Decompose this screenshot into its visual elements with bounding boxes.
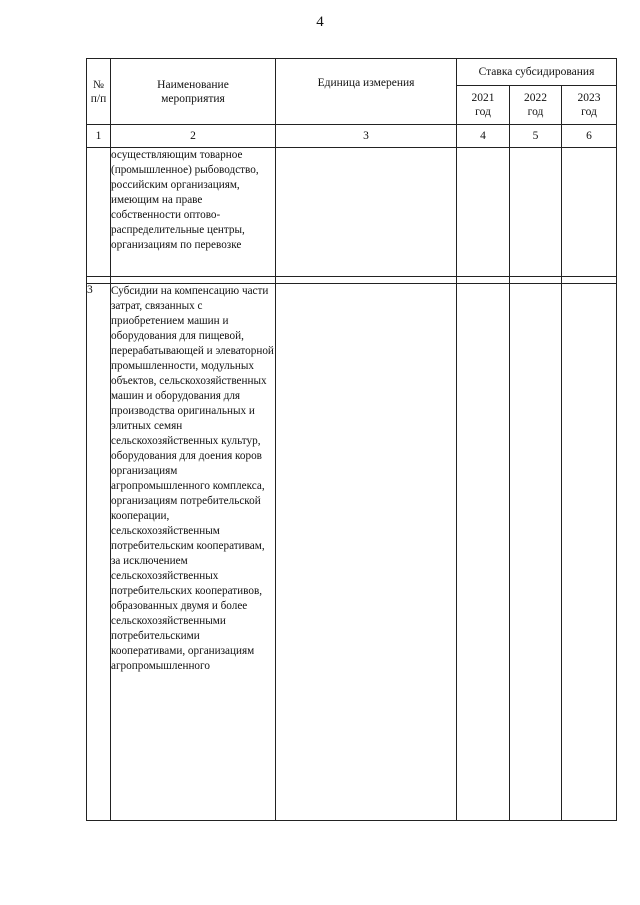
header-rate: Ставка субсидирования <box>457 59 617 86</box>
column-number: 6 <box>562 125 617 148</box>
table-row <box>87 284 617 821</box>
table-row <box>87 148 617 277</box>
header-row-1 <box>87 59 617 86</box>
row-unit <box>276 148 457 277</box>
header-no: № п/п <box>87 59 111 125</box>
row-rate-2021 <box>457 284 510 821</box>
row-number: 3 <box>87 284 111 821</box>
row-name: осуществляющим товарное (промышленное) рыбоводство, российским организациям, имеющим на праве собственности оптово-распределительные центры, организациям по перевозке <box>111 148 276 277</box>
header-year-2021: 2021 год <box>457 86 510 125</box>
row-rate-2023 <box>562 284 617 821</box>
header-year-2023: 2023 год <box>562 86 617 125</box>
column-number: 5 <box>510 125 562 148</box>
row-number <box>87 148 111 277</box>
row-rate-2023 <box>562 148 617 277</box>
column-number: 4 <box>457 125 510 148</box>
row-name: Субсидии на компенсацию части затрат, связанных с приобретением машин и оборудования для пищевой, перерабатывающей и элеваторной промышленности, модульных объектов, сельскохозяйственных машин и оборудования для производства оригинальных и элитных семян сельскохозяйственных культур, оборудования для доения коров организациям агропромышленного комплекса, организациям потребительской кооперации, сельскохозяйственным потребительским кооперативам, за исключением сельскохозяйственных потребительских кооперативов, образованных двумя и более сельскохозяйственными потребительскими кооперативами, организациям агропромышленного <box>111 284 276 821</box>
page-number: 4 <box>316 14 324 30</box>
column-number: 3 <box>276 125 457 148</box>
header-unit: Единица измерения <box>276 59 457 125</box>
row-rate-2022 <box>510 148 562 277</box>
row-unit <box>276 284 457 821</box>
row-separator <box>87 277 617 284</box>
column-number-row <box>87 125 617 148</box>
column-number: 1 <box>87 125 111 148</box>
row-rate-2022 <box>510 284 562 821</box>
row-rate-2021 <box>457 148 510 277</box>
subsidy-table <box>86 58 617 821</box>
header-year-2022: 2022 год <box>510 86 562 125</box>
column-number: 2 <box>111 125 276 148</box>
header-name: Наименование мероприятия <box>111 59 276 125</box>
